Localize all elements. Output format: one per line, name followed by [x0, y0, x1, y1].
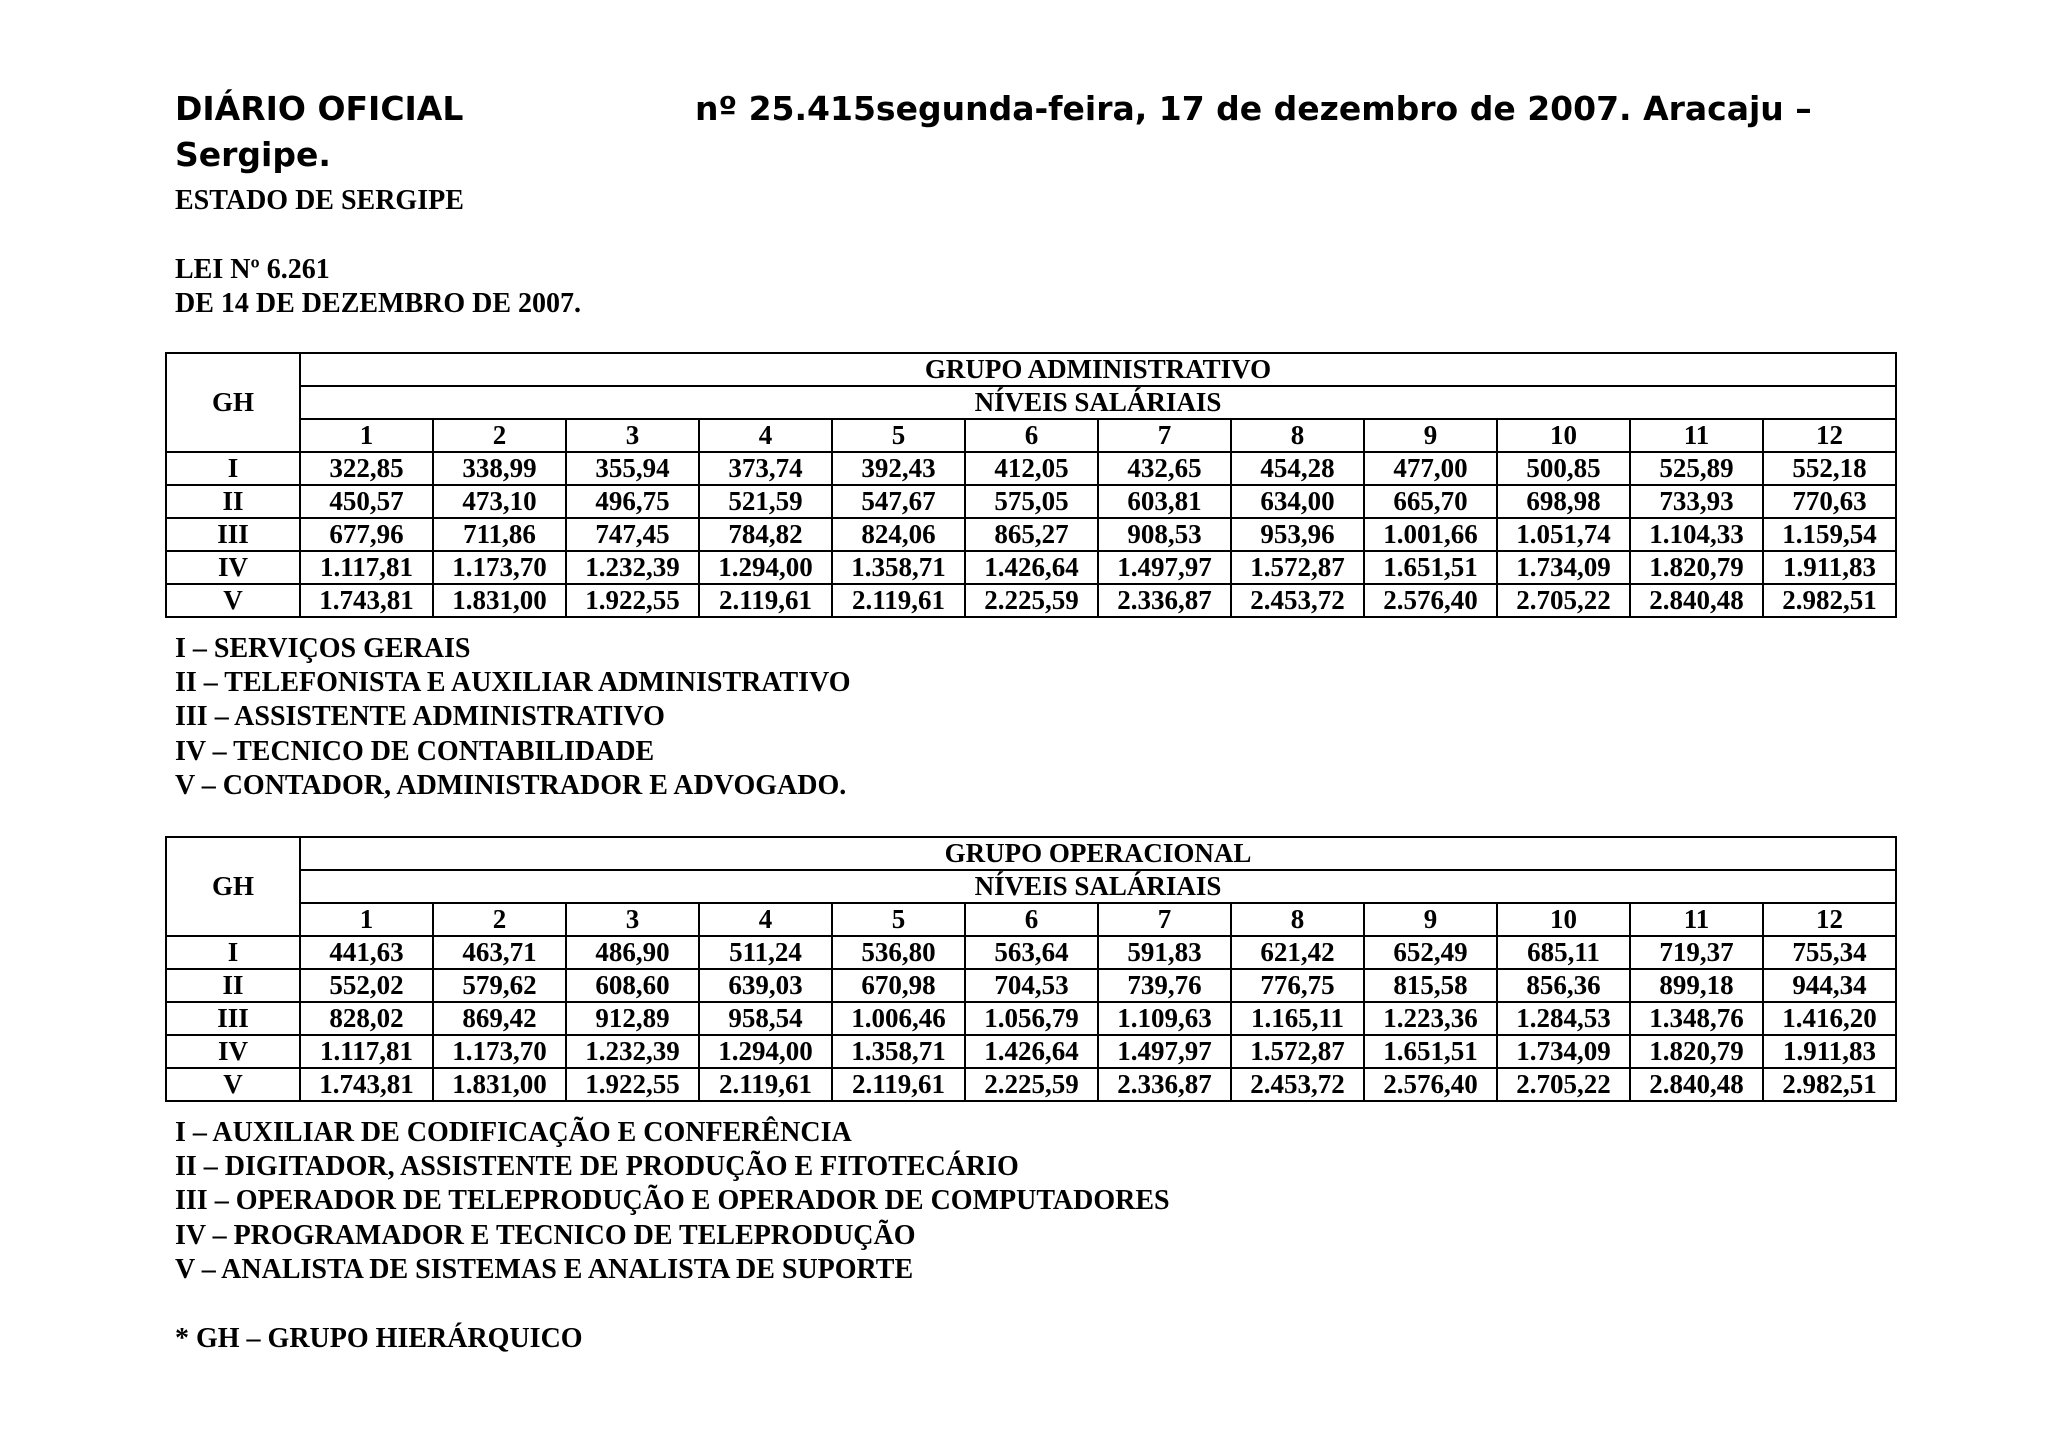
salary-cell: 815,58: [1364, 969, 1497, 1002]
salary-cell: 739,76: [1098, 969, 1231, 1002]
gh-cell: II: [166, 485, 300, 518]
salary-cell: 1.426,64: [965, 1035, 1098, 1068]
legend-item: III – ASSISTENTE ADMINISTRATIVO: [175, 701, 665, 733]
salary-cell: 856,36: [1497, 969, 1630, 1002]
salary-cell: 1.159,54: [1763, 518, 1896, 551]
salary-cell: 953,96: [1231, 518, 1364, 551]
table-header-row: [166, 837, 1896, 870]
gh-cell: I: [166, 452, 300, 485]
level-header-cell: 10: [1497, 903, 1630, 936]
gh-cell: III: [166, 1002, 300, 1035]
salary-cell: 450,57: [300, 485, 433, 518]
legend-item: IV – PROGRAMADOR E TECNICO DE TELEPRODUÇÃO: [175, 1219, 916, 1251]
salary-cell: 454,28: [1231, 452, 1364, 485]
salary-cell: 511,24: [699, 936, 832, 969]
salary-cell: 1.743,81: [300, 1068, 433, 1101]
salary-cell: 1.173,70: [433, 551, 566, 584]
legend-item: V – CONTADOR, ADMINISTRADOR E ADVOGADO.: [175, 769, 847, 801]
salary-cell: 1.922,55: [566, 584, 699, 617]
salary-cell: 704,53: [965, 969, 1098, 1002]
level-header-cell: 5: [832, 903, 965, 936]
gh-cell: V: [166, 584, 300, 617]
group-title: GRUPO OPERACIONAL: [300, 837, 1896, 870]
salary-cell: 1.056,79: [965, 1002, 1098, 1035]
salary-cell: 338,99: [433, 452, 566, 485]
level-header-cell: 9: [1364, 903, 1497, 936]
salary-cell: 521,59: [699, 485, 832, 518]
salary-cell: 552,18: [1763, 452, 1896, 485]
header-location: Sergipe.: [175, 135, 331, 174]
salary-cell: 621,42: [1231, 936, 1364, 969]
lei-numero: LEI Nº 6.261: [175, 254, 330, 285]
table-header-row: [166, 353, 1896, 386]
level-header-cell: 7: [1098, 903, 1231, 936]
salary-cell: 1.348,76: [1630, 1002, 1763, 1035]
salary-cell: 1.294,00: [699, 1035, 832, 1068]
salary-cell: 1.358,71: [832, 551, 965, 584]
levels-row: [166, 903, 1896, 936]
legend-item: V – ANALISTA DE SISTEMAS E ANALISTA DE SUPORTE: [175, 1253, 914, 1285]
group-title: GRUPO ADMINISTRATIVO: [300, 353, 1896, 386]
level-header-cell: 1: [300, 419, 433, 452]
salary-cell: 1.911,83: [1763, 1035, 1896, 1068]
salary-cell: 1.651,51: [1364, 1035, 1497, 1068]
table-row: [166, 518, 1896, 551]
salary-cell: 677,96: [300, 518, 433, 551]
salary-table-administrativo: [165, 352, 1897, 618]
salary-cell: 634,00: [1231, 485, 1364, 518]
level-header-cell: 2: [433, 903, 566, 936]
salary-cell: 784,82: [699, 518, 832, 551]
salary-cell: 486,90: [566, 936, 699, 969]
salary-cell: 1.223,36: [1364, 1002, 1497, 1035]
salary-cell: 2.225,59: [965, 584, 1098, 617]
gh-header: GH: [166, 353, 300, 452]
salary-cell: 828,02: [300, 1002, 433, 1035]
salary-cell: 2.982,51: [1763, 1068, 1896, 1101]
salary-cell: 579,62: [433, 969, 566, 1002]
salary-table-operacional: [165, 836, 1897, 1102]
legend-item: I – SERVIÇOS GERAIS: [175, 633, 471, 664]
level-header-cell: 4: [699, 419, 832, 452]
salary-cell: 944,34: [1763, 969, 1896, 1002]
level-header-cell: 6: [965, 903, 1098, 936]
salary-cell: 603,81: [1098, 485, 1231, 518]
salary-cell: 2.453,72: [1231, 584, 1364, 617]
salary-cell: 1.426,64: [965, 551, 1098, 584]
table-header-row: [166, 386, 1896, 419]
table-row: [166, 485, 1896, 518]
salary-cell: 536,80: [832, 936, 965, 969]
salary-cell: 2.840,48: [1630, 584, 1763, 617]
table-row: [166, 969, 1896, 1002]
salary-cell: 2.705,22: [1497, 1068, 1630, 1101]
gh-cell: IV: [166, 551, 300, 584]
level-header-cell: 11: [1630, 419, 1763, 452]
salary-cell: 432,65: [1098, 452, 1231, 485]
salary-cell: 1.820,79: [1630, 1035, 1763, 1068]
salary-cell: 1.294,00: [699, 551, 832, 584]
salary-cell: 665,70: [1364, 485, 1497, 518]
salary-cell: 2.336,87: [1098, 1068, 1231, 1101]
salary-cell: 552,02: [300, 969, 433, 1002]
salary-cell: 591,83: [1098, 936, 1231, 969]
salary-cell: 1.006,46: [832, 1002, 965, 1035]
gh-cell: III: [166, 518, 300, 551]
level-header-cell: 9: [1364, 419, 1497, 452]
salary-cell: 2.705,22: [1497, 584, 1630, 617]
legend-operacional: [175, 1116, 1170, 1287]
salary-cell: 500,85: [1497, 452, 1630, 485]
salary-cell: 1.922,55: [566, 1068, 699, 1101]
salary-cell: 770,63: [1763, 485, 1896, 518]
salary-cell: 1.734,09: [1497, 551, 1630, 584]
table-row: [166, 584, 1896, 617]
salary-cell: 1.104,33: [1630, 518, 1763, 551]
salary-cell: 373,74: [699, 452, 832, 485]
gh-cell: IV: [166, 1035, 300, 1068]
salary-cell: 776,75: [1231, 969, 1364, 1002]
salary-cell: 1.497,97: [1098, 551, 1231, 584]
salary-cell: 865,27: [965, 518, 1098, 551]
legend-item: III – OPERADOR DE TELEPRODUÇÃO E OPERADOR DE COMPUTADORES: [175, 1185, 1170, 1217]
header-title: DIÁRIO OFICIAL: [175, 89, 464, 128]
salary-cell: 575,05: [965, 485, 1098, 518]
level-header-cell: 1: [300, 903, 433, 936]
salary-cell: 2.576,40: [1364, 1068, 1497, 1101]
salary-cell: 1.117,81: [300, 1035, 433, 1068]
salary-cell: 711,86: [433, 518, 566, 551]
level-header-cell: 2: [433, 419, 566, 452]
salary-cell: 899,18: [1630, 969, 1763, 1002]
lei-data: DE 14 DE DEZEMBRO DE 2007.: [175, 288, 582, 319]
table-row: [166, 936, 1896, 969]
footnote: * GH – GRUPO HIERÁRQUICO: [175, 1323, 583, 1354]
salary-cell: 1.572,87: [1231, 551, 1364, 584]
salary-cell: 685,11: [1497, 936, 1630, 969]
salary-cell: 2.840,48: [1630, 1068, 1763, 1101]
salary-cell: 473,10: [433, 485, 566, 518]
salary-cell: 1.284,53: [1497, 1002, 1630, 1035]
legend-item: II – DIGITADOR, ASSISTENTE DE PRODUÇÃO E FITOTECÁRIO: [175, 1151, 1019, 1183]
salary-cell: 698,98: [1497, 485, 1630, 518]
salary-cell: 1.232,39: [566, 1035, 699, 1068]
table-row: [166, 1002, 1896, 1035]
salary-cell: 1.416,20: [1763, 1002, 1896, 1035]
salary-cell: 1.743,81: [300, 584, 433, 617]
salary-cell: 2.225,59: [965, 1068, 1098, 1101]
level-header-cell: 5: [832, 419, 965, 452]
level-header-cell: 12: [1763, 903, 1896, 936]
salary-cell: 463,71: [433, 936, 566, 969]
salary-cell: 747,45: [566, 518, 699, 551]
salary-cell: 2.119,61: [832, 584, 965, 617]
salary-cell: 1.497,97: [1098, 1035, 1231, 1068]
salary-cell: 1.117,81: [300, 551, 433, 584]
salary-cell: 1.651,51: [1364, 551, 1497, 584]
level-header-cell: 12: [1763, 419, 1896, 452]
salary-cell: 563,64: [965, 936, 1098, 969]
level-header-cell: 8: [1231, 419, 1364, 452]
level-header-cell: 11: [1630, 903, 1763, 936]
salary-cell: 2.982,51: [1763, 584, 1896, 617]
salary-cell: 1.001,66: [1364, 518, 1497, 551]
salary-cell: 652,49: [1364, 936, 1497, 969]
salary-cell: 322,85: [300, 452, 433, 485]
gh-cell: II: [166, 969, 300, 1002]
salary-cell: 1.358,71: [832, 1035, 965, 1068]
salary-cell: 1.911,83: [1763, 551, 1896, 584]
table-row: [166, 551, 1896, 584]
salary-cell: 1.572,87: [1231, 1035, 1364, 1068]
levels-row: [166, 419, 1896, 452]
salary-cell: 496,75: [566, 485, 699, 518]
salary-cell: 477,00: [1364, 452, 1497, 485]
salary-cell: 824,06: [832, 518, 965, 551]
salary-cell: 392,43: [832, 452, 965, 485]
salary-cell: 412,05: [965, 452, 1098, 485]
salary-cell: 608,60: [566, 969, 699, 1002]
salary-cell: 1.232,39: [566, 551, 699, 584]
salary-cell: 719,37: [1630, 936, 1763, 969]
gh-header: GH: [166, 837, 300, 936]
gh-cell: I: [166, 936, 300, 969]
salary-cell: 2.453,72: [1231, 1068, 1364, 1101]
salary-cell: 1.109,63: [1098, 1002, 1231, 1035]
header-issue-date: nº 25.415segunda-feira, 17 de dezembro de 2007. Aracaju –: [695, 89, 1812, 128]
level-header-cell: 6: [965, 419, 1098, 452]
salary-cell: 2.336,87: [1098, 584, 1231, 617]
salary-cell: 2.119,61: [699, 1068, 832, 1101]
salary-cell: 1.831,00: [433, 1068, 566, 1101]
legend-item: IV – TECNICO DE CONTABILIDADE: [175, 735, 655, 767]
salary-cell: 1.820,79: [1630, 551, 1763, 584]
salary-cell: 670,98: [832, 969, 965, 1002]
table-row: [166, 1068, 1896, 1101]
salary-cell: 912,89: [566, 1002, 699, 1035]
table-row: [166, 452, 1896, 485]
gh-cell: V: [166, 1068, 300, 1101]
level-header-cell: 3: [566, 903, 699, 936]
salary-cell: 355,94: [566, 452, 699, 485]
salary-cell: 1.734,09: [1497, 1035, 1630, 1068]
salary-cell: 1.051,74: [1497, 518, 1630, 551]
salary-cell: 2.119,61: [832, 1068, 965, 1101]
salary-cell: 869,42: [433, 1002, 566, 1035]
salary-cell: 1.165,11: [1231, 1002, 1364, 1035]
salary-cell: 958,54: [699, 1002, 832, 1035]
level-header-cell: 7: [1098, 419, 1231, 452]
salary-cell: 1.173,70: [433, 1035, 566, 1068]
levels-title: NÍVEIS SALÁRIAIS: [300, 386, 1896, 419]
estado-label: ESTADO DE SERGIPE: [175, 185, 464, 216]
salary-cell: 547,67: [832, 485, 965, 518]
salary-cell: 639,03: [699, 969, 832, 1002]
salary-cell: 2.119,61: [699, 584, 832, 617]
legend-item: I – AUXILIAR DE CODIFICAÇÃO E CONFERÊNCIA: [175, 1117, 852, 1148]
salary-cell: 2.576,40: [1364, 584, 1497, 617]
salary-cell: 1.831,00: [433, 584, 566, 617]
salary-cell: 525,89: [1630, 452, 1763, 485]
salary-cell: 441,63: [300, 936, 433, 969]
table-row: [166, 1035, 1896, 1068]
salary-cell: 908,53: [1098, 518, 1231, 551]
salary-cell: 755,34: [1763, 936, 1896, 969]
levels-title: NÍVEIS SALÁRIAIS: [300, 870, 1896, 903]
level-header-cell: 8: [1231, 903, 1364, 936]
legend-administrativo: [175, 632, 851, 803]
table-header-row: [166, 870, 1896, 903]
level-header-cell: 3: [566, 419, 699, 452]
level-header-cell: 4: [699, 903, 832, 936]
salary-cell: 733,93: [1630, 485, 1763, 518]
level-header-cell: 10: [1497, 419, 1630, 452]
legend-item: II – TELEFONISTA E AUXILIAR ADMINISTRATIVO: [175, 667, 851, 699]
